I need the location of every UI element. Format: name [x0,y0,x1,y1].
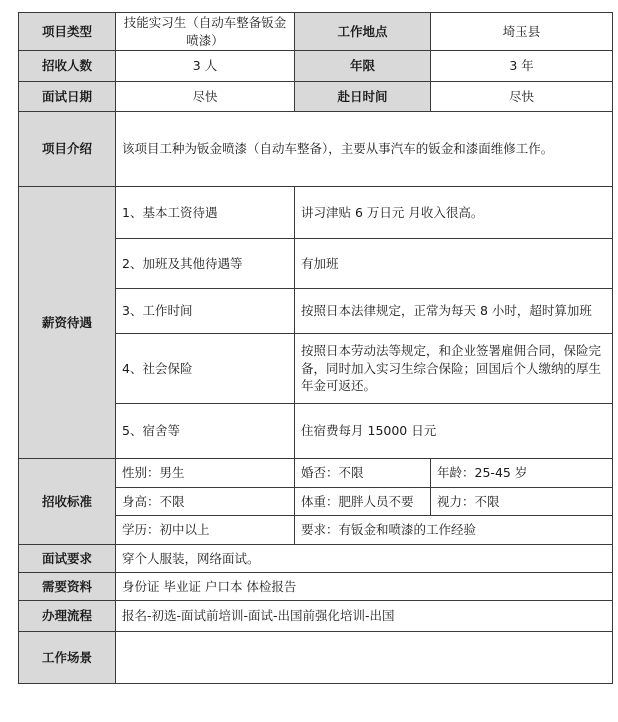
row-work-scene [19,632,613,684]
project-type-value: 技能实习生（自动车整备钣金喷漆） [116,13,295,51]
row-project-type [19,13,613,51]
row-interview-date [19,82,613,112]
criteria-row [19,459,613,488]
row-documents [19,573,613,601]
work-scene-label: 工作场景 [19,632,116,684]
salary-item: 5、宿舍等 [116,404,295,459]
project-type-label: 项目类型 [19,13,116,51]
criteria-requirement: 要求：有钣金和喷漆的工作经验 [295,516,613,545]
departure-date-value: 尽快 [431,82,613,112]
salary-detail: 讲习津贴 6 万日元 月收入很高。 [295,187,613,239]
work-scene-value [116,632,613,684]
project-intro-value: 该项目工种为钣金喷漆（自动车整备），主要从事汽车的钣金和漆面维修工作。 [116,112,613,187]
documents-value: 身份证 毕业证 户口本 体检报告 [116,573,613,601]
row-recruit-count [19,51,613,82]
term-label: 年限 [295,51,431,82]
salary-detail: 按照日本法律规定，正常为每天 8 小时，超时算加班 [295,289,613,334]
salary-label: 薪资待遇 [19,187,116,459]
work-location-label: 工作地点 [295,13,431,51]
documents-label: 需要资料 [19,573,116,601]
interview-req-label: 面试要求 [19,545,116,573]
recruit-count-label: 招收人数 [19,51,116,82]
salary-detail: 按照日本劳动法等规定，和企业签署雇佣合同，保险完备，同时加入实习生综合保险；回国后个人缴纳的厚生年金可返还。 [295,334,613,404]
row-interview-req [19,545,613,573]
process-value: 报名-初选-面试前培训-面试-出国前强化培训-出国 [116,601,613,632]
salary-detail: 住宿费每月 15000 日元 [295,404,613,459]
term-value: 3 年 [431,51,613,82]
job-info-table [18,12,613,684]
interview-date-value: 尽快 [116,82,295,112]
criteria-education: 学历：初中以上 [116,516,295,545]
criteria-age: 年龄：25-45 岁 [431,459,613,488]
interview-req-value: 穿个人服装，网络面试。 [116,545,613,573]
recruit-count-value: 3 人 [116,51,295,82]
salary-detail: 有加班 [295,239,613,289]
process-label: 办理流程 [19,601,116,632]
departure-date-label: 赴日时间 [295,82,431,112]
salary-item: 2、加班及其他待遇等 [116,239,295,289]
salary-row [19,187,613,239]
criteria-weight: 体重：肥胖人员不要 [295,488,431,516]
requirements-label: 招收标准 [19,459,116,545]
salary-item: 1、基本工资待遇 [116,187,295,239]
row-process [19,601,613,632]
criteria-vision: 视力：不限 [431,488,613,516]
criteria-marital: 婚否：不限 [295,459,431,488]
interview-date-label: 面试日期 [19,82,116,112]
salary-item: 3、工作时间 [116,289,295,334]
row-project-intro [19,112,613,187]
work-location-value: 埼玉县 [431,13,613,51]
criteria-height: 身高：不限 [116,488,295,516]
criteria-gender: 性别：男生 [116,459,295,488]
salary-item: 4、社会保险 [116,334,295,404]
project-intro-label: 项目介绍 [19,112,116,187]
